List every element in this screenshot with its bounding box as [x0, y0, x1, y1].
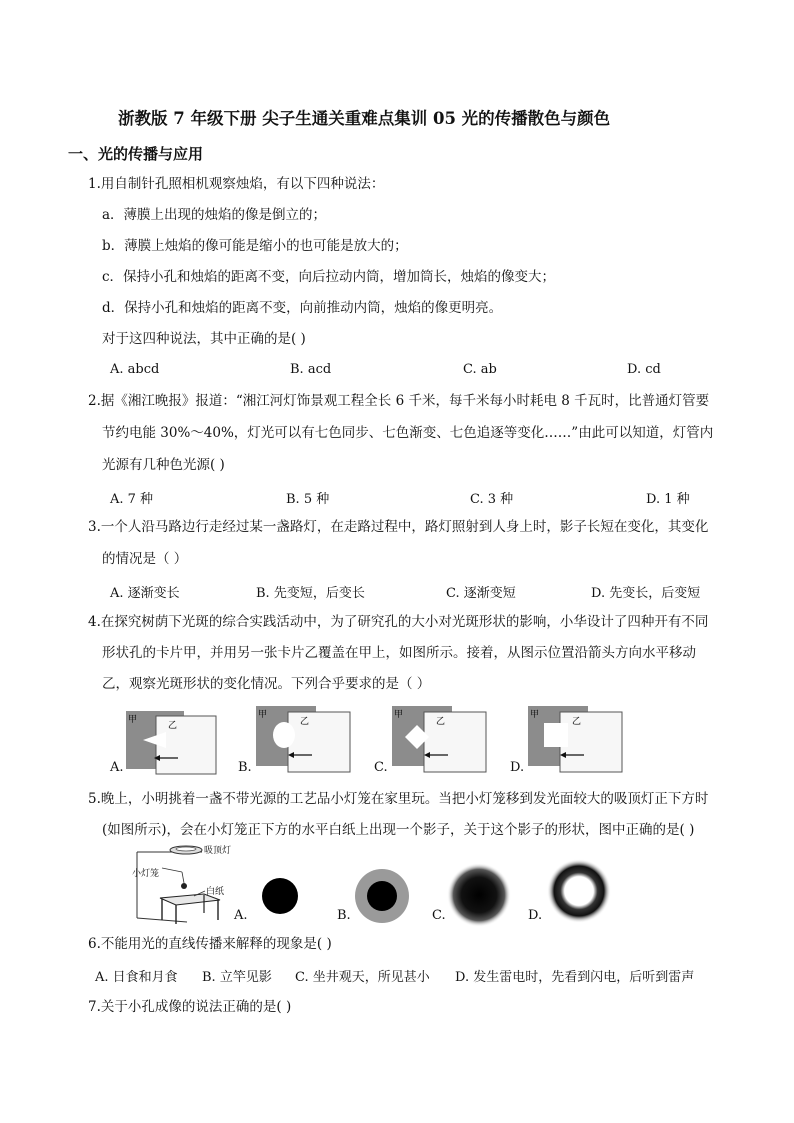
q5-option-a[interactable]: A. — [234, 908, 248, 923]
q1-stem: 1.用自制针孔照相机观察烛焰，有以下四种说法： — [88, 176, 385, 192]
paper-label: 白纸 — [206, 887, 225, 897]
q1-option-b[interactable]: B. acd — [290, 362, 332, 377]
black-shadow — [262, 878, 298, 914]
ceiling-lamp-label: 吸顶灯 — [204, 846, 232, 856]
q4-figure-c[interactable] — [374, 703, 492, 782]
q4-option-a[interactable]: A. — [110, 760, 124, 775]
umbra — [367, 881, 397, 911]
card-yi-label: 乙 — [436, 717, 446, 727]
card-yi-label: 乙 — [300, 717, 310, 727]
q5-option-c[interactable]: C. — [432, 908, 446, 923]
card-yi — [424, 712, 486, 772]
q4-option-c[interactable]: C. — [374, 760, 388, 775]
card-jia-label: 甲 — [530, 710, 540, 720]
q2-line1: 2.据《湘江晚报》报道：“湘江河灯饰景观工程全长 6 千米，每千米每小时耗电 8 千瓦时，比普通灯管要 — [88, 393, 710, 409]
q4-line1: 4.在探究树荫下光斑的综合实践活动中，为了研究孔的大小对光斑形状的影响，小华设计了四种开有不同 — [88, 614, 709, 630]
card-yi-label: 乙 — [168, 721, 178, 731]
q2-option-b[interactable]: B. 5 种 — [286, 492, 330, 507]
card-yi-label: 乙 — [572, 717, 582, 727]
q1-option-a[interactable]: A. abcd — [110, 362, 160, 377]
card-jia-label: 甲 — [258, 710, 268, 720]
q4-option-b[interactable]: B. — [238, 760, 252, 775]
q5-shadow-a[interactable] — [258, 874, 302, 922]
page-title: 浙教版 7 年级下册 尖子生通关重难点集训 05 光的传播散色与颜色 — [118, 109, 611, 128]
q4-line3: 乙，观察光斑形状的变化情况。下列合乎要求的是（ ） — [102, 676, 431, 692]
q1-question: 对于这四种说法，其中正确的是( ) — [102, 331, 306, 347]
q4-figure-b[interactable] — [238, 703, 356, 782]
lantern-label: 小灯笼 — [132, 869, 160, 879]
q3-option-d[interactable]: D. 先变长，后变短 — [591, 586, 701, 601]
q5-shadow-c[interactable] — [446, 862, 512, 932]
q6-option-b[interactable]: B. 立竿见影 — [202, 970, 272, 985]
q3-option-b[interactable]: B. 先变短，后变长 — [256, 586, 365, 601]
q3-option-c[interactable]: C. 逐渐变短 — [446, 586, 516, 601]
card-yi — [288, 712, 350, 772]
q4-figure-d[interactable] — [510, 703, 628, 782]
q2-option-d[interactable]: D. 1 种 — [646, 492, 690, 507]
q3-option-a[interactable]: A. 逐渐变长 — [110, 586, 180, 601]
card-jia-label: 甲 — [394, 710, 404, 720]
q6-option-d[interactable]: D. 发生雷电时，先看到闪电，后听到雷声 — [455, 970, 695, 985]
card-yi — [560, 712, 622, 772]
blurred-shadow — [447, 863, 511, 927]
q5-line2: (如图所示)，会在小灯笼正下方的水平白纸上出现一个影子，关于这个影子的形状，图中正确的是( ) — [102, 822, 695, 838]
q1-statement-d: d．保持小孔和烛焰的距离不变，向前推动内筒，烛焰的像更明亮。 — [102, 300, 503, 316]
q5-option-d[interactable]: D. — [528, 908, 543, 923]
q1-statement-c: c．保持小孔和烛焰的距离不变，向后拉动内筒，增加筒长，烛焰的像变大； — [102, 269, 556, 285]
lantern-icon — [181, 883, 187, 889]
card-jia-label: 甲 — [128, 715, 138, 725]
q1-statement-a: a．薄膜上出现的烛焰的像是倒立的； — [102, 207, 327, 223]
q1-option-c[interactable]: C. ab — [463, 362, 497, 377]
q7-stem: 7.关于小孔成像的说法正确的是( ) — [88, 999, 292, 1015]
q5-option-b[interactable]: B. — [337, 908, 351, 923]
q5-shadow-b[interactable] — [352, 866, 412, 930]
q2-line2: 节约电能 30%～40%，灯光可以有七色同步、七色渐变、七色追逐等变化……”由此可以知道，灯管内 — [102, 425, 714, 441]
q6-option-c[interactable]: C. 坐井观天，所见甚小 — [295, 970, 430, 985]
q5-line1: 5.晚上，小明挑着一盏不带光源的工艺品小灯笼在家里玩。当把小灯笼移到发光面较大的吸顶灯正下方时 — [88, 791, 709, 807]
q4-line2: 形状孔的卡片甲，并用另一张卡片乙覆盖在甲上，如图所示。接着，从图示位置沿箭头方向水平移动 — [102, 645, 696, 661]
q1-option-d[interactable]: D. cd — [627, 362, 661, 377]
q6-stem: 6.不能用光的直线传播来解释的现象是( ) — [88, 936, 332, 952]
q3-line2: 的情况是（ ） — [102, 551, 188, 567]
q5-shadow-d[interactable] — [546, 858, 612, 928]
q6-option-a[interactable]: A. 日食和月食 — [95, 970, 178, 985]
ring-shadow — [547, 859, 611, 923]
q2-option-c[interactable]: C. 3 种 — [470, 492, 514, 507]
circle-hole — [273, 722, 295, 748]
square-hole — [544, 723, 568, 747]
q4-option-d[interactable]: D. — [510, 760, 525, 775]
section-heading: 一、光的传播与应用 — [68, 145, 204, 163]
q1-statement-b: b．薄膜上烛焰的像可能是缩小的也可能是放大的； — [102, 238, 408, 254]
q4-figure-a[interactable] — [108, 708, 218, 782]
q2-line3: 光源有几种色光源( ) — [102, 457, 225, 473]
q3-line1: 3.一个人沿马路边行走经过某一盏路灯，在走路过程中，路灯照射到人身上时，影子长短在变化，其变化 — [88, 519, 709, 535]
q2-option-a[interactable]: A. 7 种 — [110, 492, 154, 507]
